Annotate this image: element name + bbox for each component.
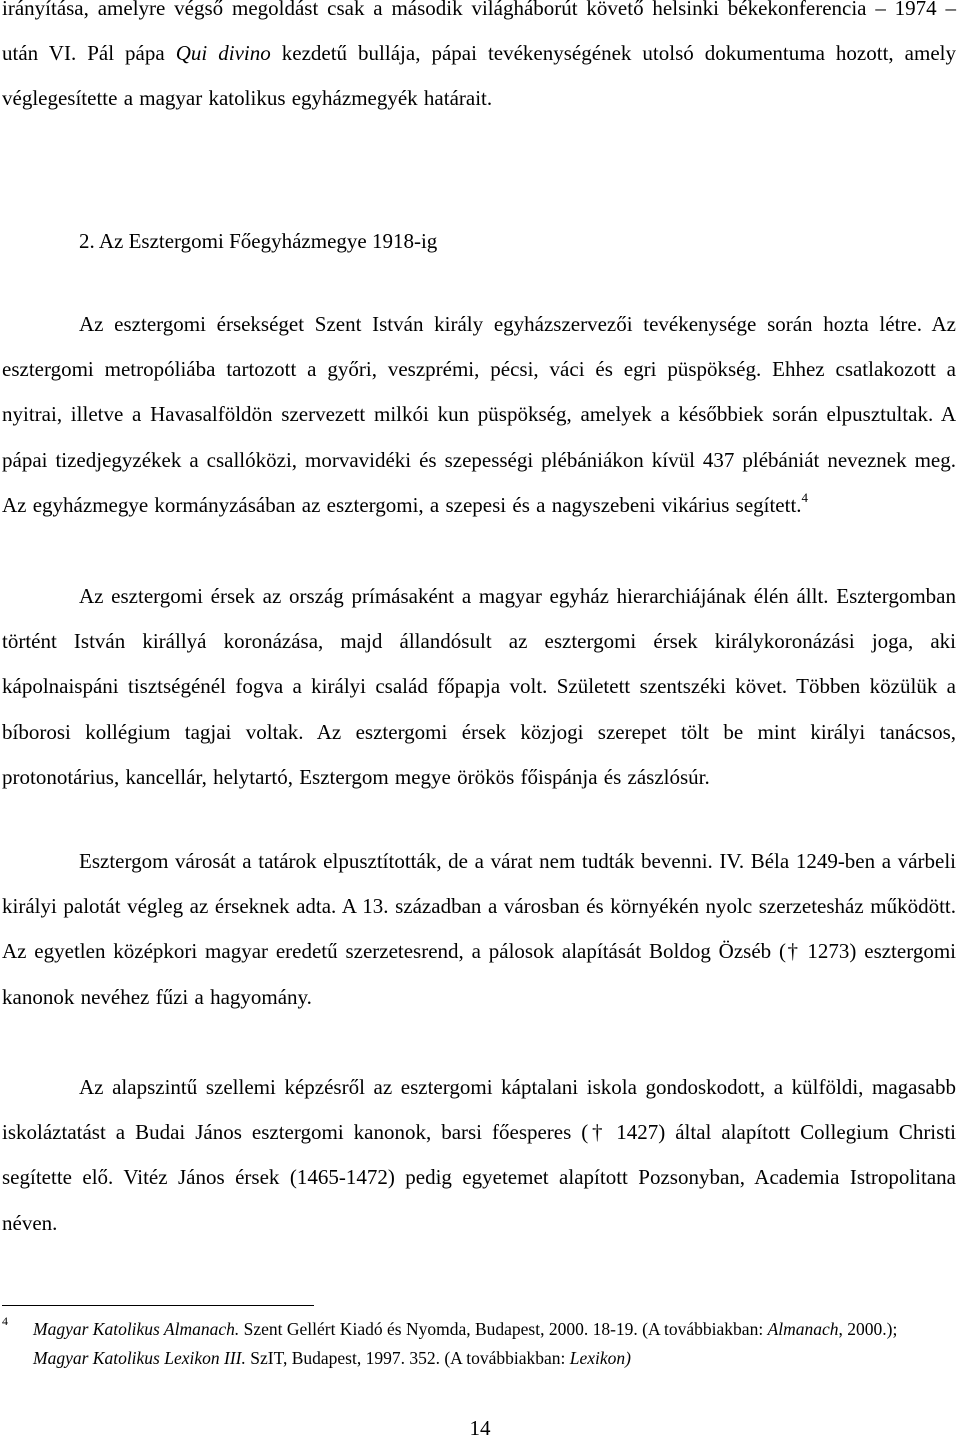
footnote-text [33, 1315, 956, 1372]
footnote-source-1: Magyar Katolikus Almanach. [33, 1319, 240, 1339]
footnote-source-2: Magyar Katolikus Lexikon III. [33, 1347, 246, 1368]
footnote-abbrev-2: Lexikon) [569, 1347, 631, 1368]
intro-paragraph [2, 0, 956, 122]
body-paragraph-2: Az esztergomi érsek az ország prímásaként a magyar egyház hierarchiájának élén állt. Esztergomban történt István királlyá koronázása, majd állandósult az esztergomi érsek királykoronázási joga, aki kápolnaispáni tisztségénél fogva a királyi család főpapja volt. Született szentszéki követ. Többen közülük a bíborosi kollégium tagjai voltak. Az esztergomi érsek közjogi szerepet tölt be mint királyi tanácsos, protonotárius, kancellár, helytartó, Esztergom megye örökös főispánja és zászlósúr. [2, 584, 956, 789]
footnote-text-2: Szent Gellért Kiadó és Nyomda, Budapest, 2000. 18-19. (A továbbiakban: [239, 1319, 768, 1339]
body-paragraph-3: Esztergom városát a tatárok elpusztították, de a várat nem tudták bevenni. IV. Béla 1249-ben a várbeli királyi palotát végleg az érseknek adta. A 13. században a városban és környékén nyolc szerzetesház működött. Az egyetlen középkori magyar eredetű szerzetesrend, a pálosok alapítását Boldog Özséb († 1273) esztergomi kanonok nevéhez fűzi a hagyomány. [2, 849, 956, 1009]
body-paragraph-4: Az alapszintű szellemi képzésről az esztergomi káptalani iskola gondoskodott, a külföldi, magasabb iskoláztatást a Budai János esztergomi kanonok, barsi főesperes († 1427) által alapított Collegium Christi segítette elő. Vitéz János érsek (1465-1472) pedig egyetemet alapított Pozsonyban, Academia Istropolitana néven. [2, 1075, 956, 1235]
footnote-text-6: SzIT, Budapest, 1997. 352. (A továbbiakban: [245, 1347, 570, 1368]
footnote-abbrev-1: Almanach [767, 1319, 839, 1339]
footnote-text-4: , 2000.); [838, 1319, 898, 1339]
footnote-reference: 4 [801, 489, 809, 505]
body-paragraph-1-text: Az esztergomi érsekséget Szent István király egyházszervezői tevékenysége során hozta létre. Az esztergomi metropóliába tartozott a győri, veszprémi, pécsi, váci és egri püspökség. Ehhez csatlakozott a nyitrai, illetve a Havasalföldön szervezett milkói kun püspökség, amelyek a későbbiek során elpusztultak. A pápai tizedjegyzékek a csallóközi, morvavidéki és szepességi plébániákon kívül 437 plébániát neveznek meg. Az egyházmegye kormányzásában az esztergomi, a szepesi és a nagyszebeni vikárius segített. [2, 312, 956, 517]
intro-text-2: kezdetű bullája, pápai tevékenységének utolsó dokumentuma hozott, amely véglegesítette a magyar katolikus egyházmegyék határait. [2, 41, 956, 111]
footnote-separator [2, 1305, 314, 1306]
intro-text-1: irányítása, amelyre végső megoldást csak a második világháborút követő helsinki békekonferencia – 1974 – után VI. Pál pápa [2, 0, 956, 66]
page-number: 14 [469, 1416, 491, 1440]
body-paragraph-1 [2, 302, 956, 528]
section-heading: 2. Az Esztergomi Főegyházmegye 1918-ig [79, 229, 438, 253]
footnote-number: 4 [2, 1314, 8, 1328]
footnote [2, 1315, 956, 1372]
intro-bull-title: Qui divino [175, 41, 271, 66]
